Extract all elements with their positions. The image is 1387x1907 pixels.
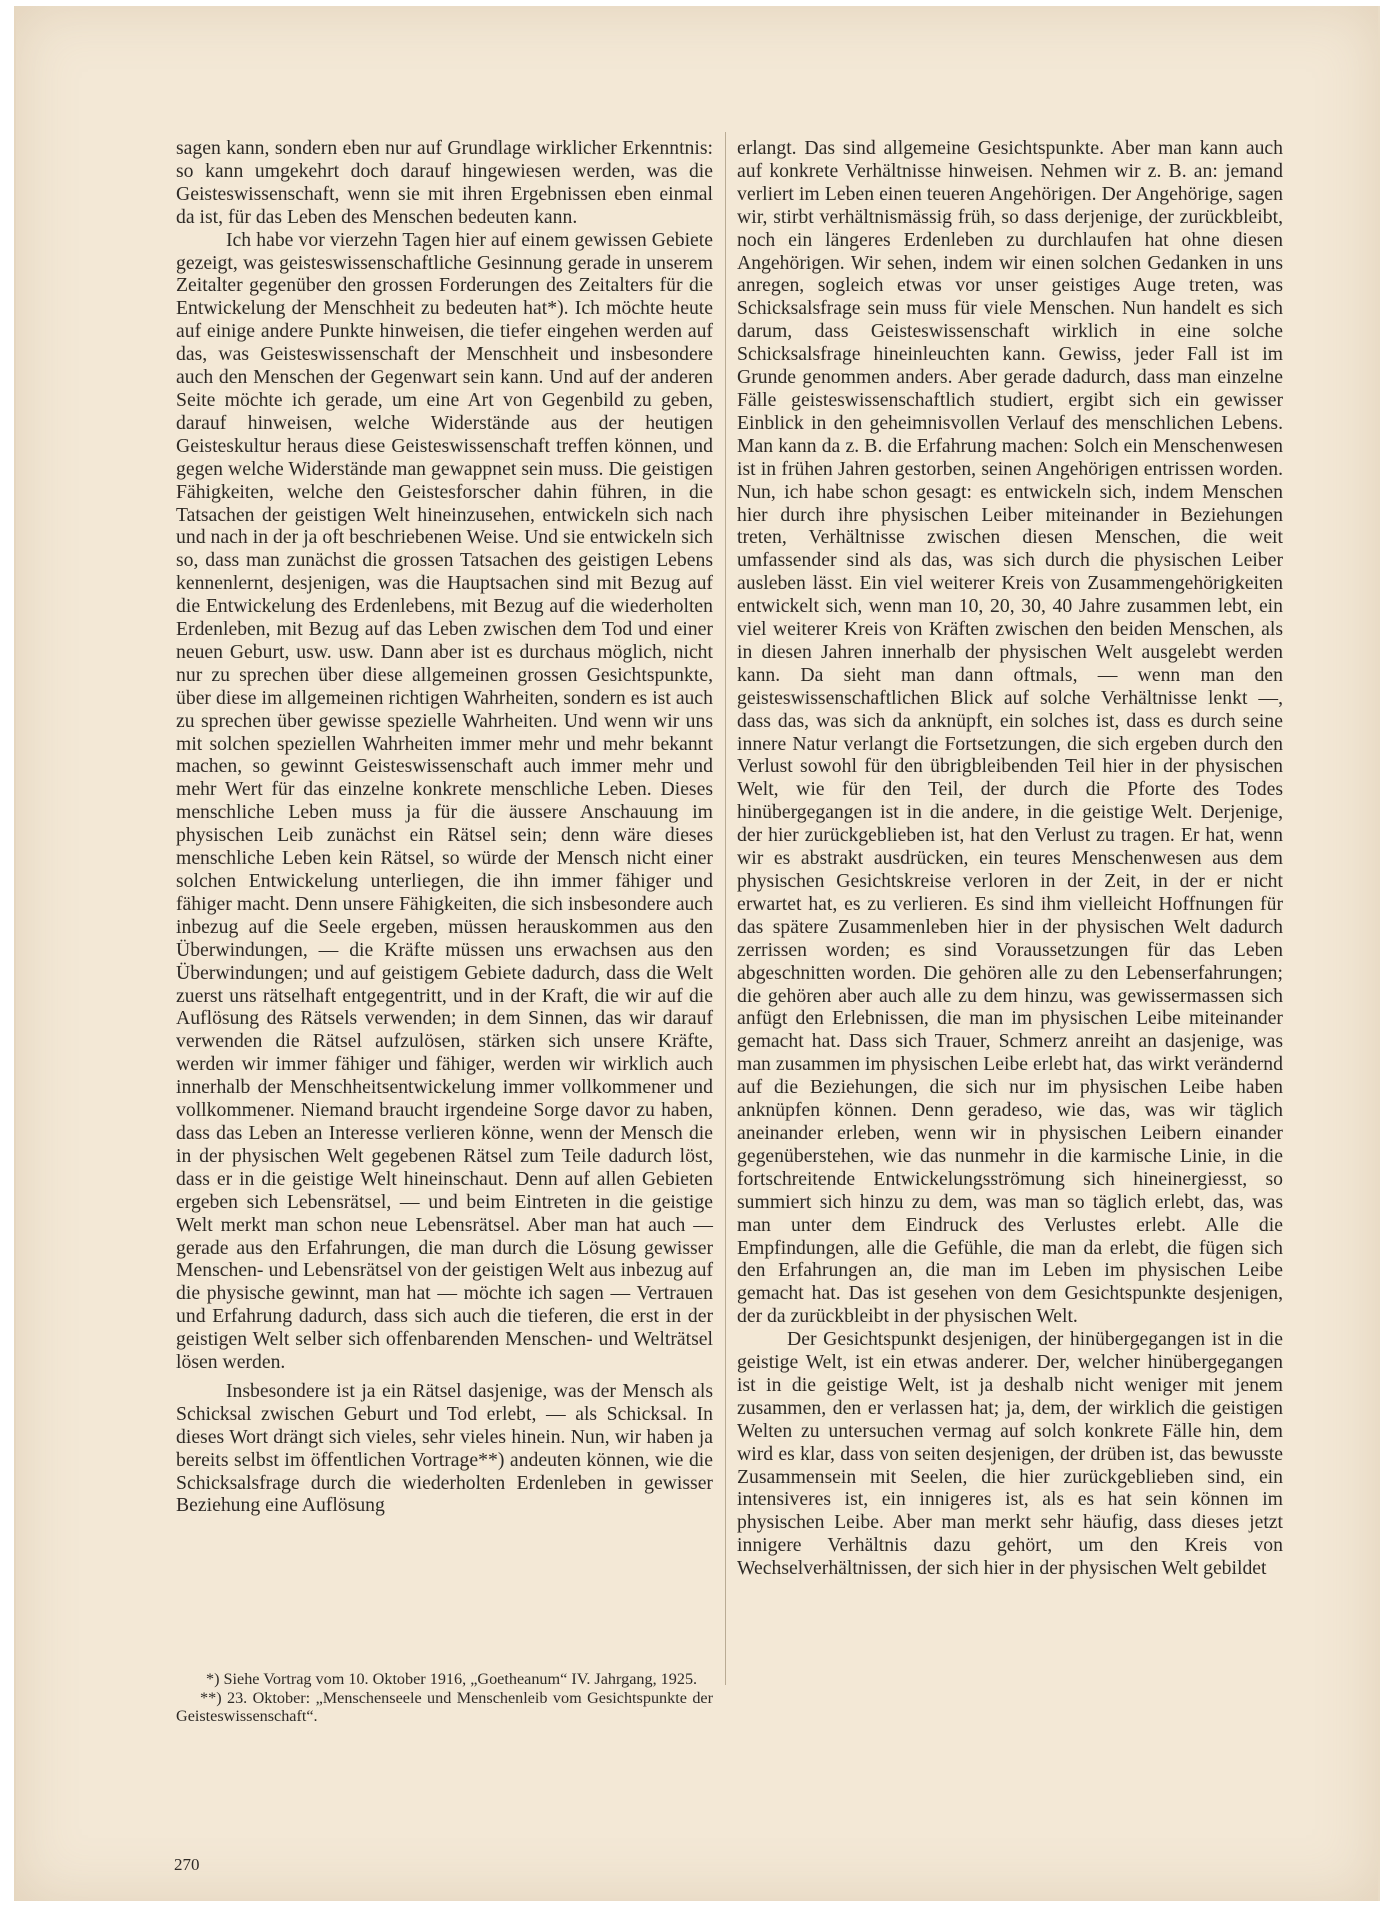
left-column (176, 137, 713, 1517)
left-paragraph-3: Insbesondere ist ja ein Rätsel dasjenige, was der Mensch als Schicksal zwischen Geburt und Tod erlebt, — als Schicksal. In dieses Wort drängt sich vieles, sehr vieles hinein. Nun, wir haben ja bereits selbst im öffentlichen Vortrage**) andeuten können, wie die Schicksalsfrage durch die wiederholten Erdenleben in gewisser Beziehung eine Auflösung (176, 1379, 713, 1517)
right-column (737, 137, 1283, 1580)
right-paragraph-1: erlangt. Das sind allgemeine Gesichtspunkte. Aber man kann auch auf konkrete Verhältnisse hinweisen. Nehmen wir z. B. an: jemand verliert im Leben einen teueren Angehörigen. Der Angehörige, sagen wir, stirbt verhältnismässig früh, so dass derjenige, der zurückbleibt, noch ein längeres Erdenleben zu durchlaufen hat ohne diesen Angehörigen. Wir sehen, indem wir einen solchen Gedanken in uns anregen, sogleich etwas vor unser geistiges Auge treten, was Schicksalsfrage sein muss für viele Menschen. Nun handelt es sich darum, dass Geisteswissenschaft wirklich in eine solche Schicksalsfrage hineinleuchten kann. Gewiss, jeder Fall ist im Grunde genommen anders. Aber gerade dadurch, dass man einzelne Fälle geisteswissenschaftlich studiert, ergibt sich ein gewisser Einblick in den geheimnisvollen Verlauf des menschlichen Lebens. Man kann da z. B. die Erfahrung machen: Solch ein Menschenwesen ist in frühen Jahren gestorben, seinen Angehörigen entrissen worden. Nun, ich habe schon gesagt: es entwickeln sich, indem Menschen hier durch ihre physischen Leiber miteinander in Beziehungen treten, Verhältnisse zwischen diesen Menschen, die weit umfassender sind als das, was sich durch die physischen Leiber ausleben lässt. Ein viel weiterer Kreis von Zusammengehörigkeiten entwickelt sich, wenn man 10, 20, 30, 40 Jahre zusammen lebt, ein viel weiterer Kreis von Kräften zwischen den beiden Menschen, als in diesen Jahren innerhalb der physischen Welt ausgelebt werden kann. Da sieht man dann oftmals, — wenn man den geisteswissenschaftlichen Blick auf solche Verhältnisse lenkt —, dass das, was sich da anknüpft, ein solches ist, dass es durch seine innere Natur verlangt die Fortsetzungen, die sich ergeben durch den Verlust sowohl für den übrigbleibenden Teil hier in der physischen Welt, wie für den Teil, der durch die Pforte des Todes hinübergegangen ist in die andere, in die geistige Welt. Derjenige, der hier zurückgeblieben ist, hat den Verlust zu tragen. Er hat, wenn wir es abstrakt ausdrücken, ein teures Menschenwesen aus dem physischen Gesichtskreise verloren in der Zeit, in der er nicht erwartet hat, es zu verlieren. Es sind ihm vielleicht Hoffnungen für das spätere Zusammenleben hier in der physischen Welt dadurch zerrissen worden; es sind Voraussetzungen für das Leben abgeschnitten worden. Die gehören alle zu den Lebenserfahrungen; die gehören aber auch alle zu dem hinzu, was gewissermassen sich anfügt den Erlebnissen, die man im physischen Leibe miteinander gemacht hat. Dass sich Trauer, Schmerz anreiht an dasjenige, was man zusammen im physischen Leibe erlebt hat, das wirkt verändernd auf die Beziehungen, die sich nur im physischen Leibe haben anknüpfen können. Denn geradeso, wie das, was wir täglich aneinander erleben, wenn wir in physischen Leibern einander gegenüberstehen, wie das nunmehr in die karmische Linie, in die fortschreitende Entwickelungsströmung sich hineinergiesst, so summiert sich hinzu zu dem, was man so täglich erlebt, das, was man unter dem Eindruck des Verlustes erlebt. Alle die Empfindungen, alle die Gefühle, die man da erlebt, die fügen sich den Erfahrungen an, die man im Leben im physischen Leibe gemacht hat. Das ist gesehen von dem Gesichtspunkte desjenigen, der da zurückbleibt in der physischen Welt. (737, 137, 1283, 1328)
scanned-page (14, 6, 1380, 1901)
column-divider (725, 132, 726, 1685)
page-number: 270 (174, 1855, 200, 1874)
right-paragraph-2: Der Gesichtspunkt desjenigen, der hinübergegangen ist in die geistige Welt, ist ein etwas anderer. Der, welcher hinübergegangen ist in die geistige Welt, ist ja deshalb nicht weniger mit jenem zusammen, den er verlassen hat; ja, dem, der wirklich die geistigen Welten zu untersuchen vermag auf solch konkrete Fälle hin, dem wird es klar, dass von seiten desjenigen, der drüben ist, das bewusste Zusammensein mit Seelen, die hier zurückgeblieben sind, ein intensiveres ist, ein innigeres ist, als es hat sein können im physischen Leibe. Aber man merkt sehr häufig, dass dieses jetzt innigere Verhältnis dazu gehört, um den Kreis von Wechselverhältnissen, der sich hier in der physischen Welt gebildet (737, 1328, 1283, 1580)
footnote-2: **) 23. Oktober: „Menschenseele und Menschenleib vom Gesichtspunkte der Geisteswissenschaft“. (176, 1688, 713, 1726)
left-paragraph-2: Ich habe vor vierzehn Tagen hier auf einem gewissen Gebiete gezeigt, was geisteswissenschaftliche Gesinnung gerade in unserem Zeitalter gegenüber den grossen Forderungen des Zeitalters für die Entwickelung der Menschheit zu bedeuten hat*). Ich möchte heute auf einige andere Punkte hinweisen, die tiefer eingehen werden auf das, was Geisteswissenschaft der Menschheit und insbesondere auch den Menschen der Gegenwart sein kann. Und auf der anderen Seite möchte ich gerade, um eine Art von Gegenbild zu geben, darauf hinweisen, welche Widerstände aus der heutigen Geisteskultur heraus diese Geisteswissenschaft treffen können, und gegen welche Widerstände man gewappnet sein muss. Die geistigen Fähigkeiten, welche den Geistesforscher dahin führen, in die Tatsachen der geistigen Welt hineinzusehen, entwickeln sich nach und nach in der ja oft beschriebenen Weise. Und sie entwickeln sich so, dass man zunächst die grossen Tatsachen des geistigen Lebens kennenlernt, desjenigen, was die Hauptsachen sind mit Bezug auf die Entwickelung des Erdenlebens, mit Bezug auf die wiederholten Erdenleben, mit Bezug auf das Leben zwischen dem Tod und einer neuen Geburt, usw. usw. Dann aber ist es durchaus möglich, nicht nur zu sprechen über diese allgemeinen grossen Gesichtspunkte, über diese im allgemeinen richtigen Wahrheiten, sondern es ist auch zu sprechen über gewisse spezielle Wahrheiten. Und wenn wir uns mit solchen speziellen Wahrheiten immer mehr und mehr bekannt machen, so gewinnt Geisteswissenschaft auch immer mehr und mehr Wert für das einzelne konkrete menschliche Leben. Dieses menschliche Leben muss ja für die äussere Anschauung im physischen Leib zunächst ein Rätsel sein; denn wäre dieses menschliche Leben kein Rätsel, so würde der Mensch nicht einer solchen Entwickelung unterliegen, die ihn immer fähiger und fähiger macht. Denn unsere Fähigkeiten, die sich insbesondere auch inbezug auf die Seele ergeben, müssen herauskommen aus den Überwindungen, — die Kräfte müssen uns erwachsen aus den Überwindungen; und auf geistigem Gebiete dadurch, dass die Welt zuerst uns rätselhaft entgegentritt, und in der Kraft, die wir auf die Auflösung des Rätsels verwenden; in dem Sinnen, das wir darauf verwenden die Rätsel aufzulösen, stärken sich unsere Kräfte, werden wir immer fähiger und fähiger, werden wir wirklich auch innerhalb der Menschheitsentwickelung immer vollkommener und vollkommener. Niemand braucht irgendeine Sorge davor zu haben, dass das Leben an Interesse verlieren könne, wenn der Mensch die in der physischen Welt gegebenen Rätsel zum Teile dadurch löst, dass er in die geistige Welt hineinschaut. Denn auf allen Gebieten ergeben sich Lebensrätsel, — und beim Eintreten in die geistige Welt merkt man schon neue Lebensrätsel. Aber man hat auch — gerade aus den Erfahrungen, die man durch die Lösung gewisser Menschen- und Lebensrätsel von der geistigen Welt aus inbezug auf die physische gewinnt, man hat — möchte ich sagen — Vertrauen und Erfahrung dadurch, dass sich auch die tieferen, die erst in der geistigen Welt selber sich offenbarenden Menschen- und Welträtsel lösen werden. (176, 228, 713, 1374)
footnote-1: *) Siehe Vortrag vom 10. Oktober 1916, „Goetheanum“ IV. Jahrgang, 1925. (206, 1670, 698, 1688)
left-paragraph-1: sagen kann, sondern eben nur auf Grundlage wirklicher Erkenntnis: so kann umgekehrt doch darauf hingewiesen werden, was die Geisteswissenschaft, wenn sie mit ihren Ergebnissen eben einmal da ist, für das Leben des Menschen bedeuten kann. (176, 137, 713, 228)
footnotes (176, 1670, 713, 1726)
